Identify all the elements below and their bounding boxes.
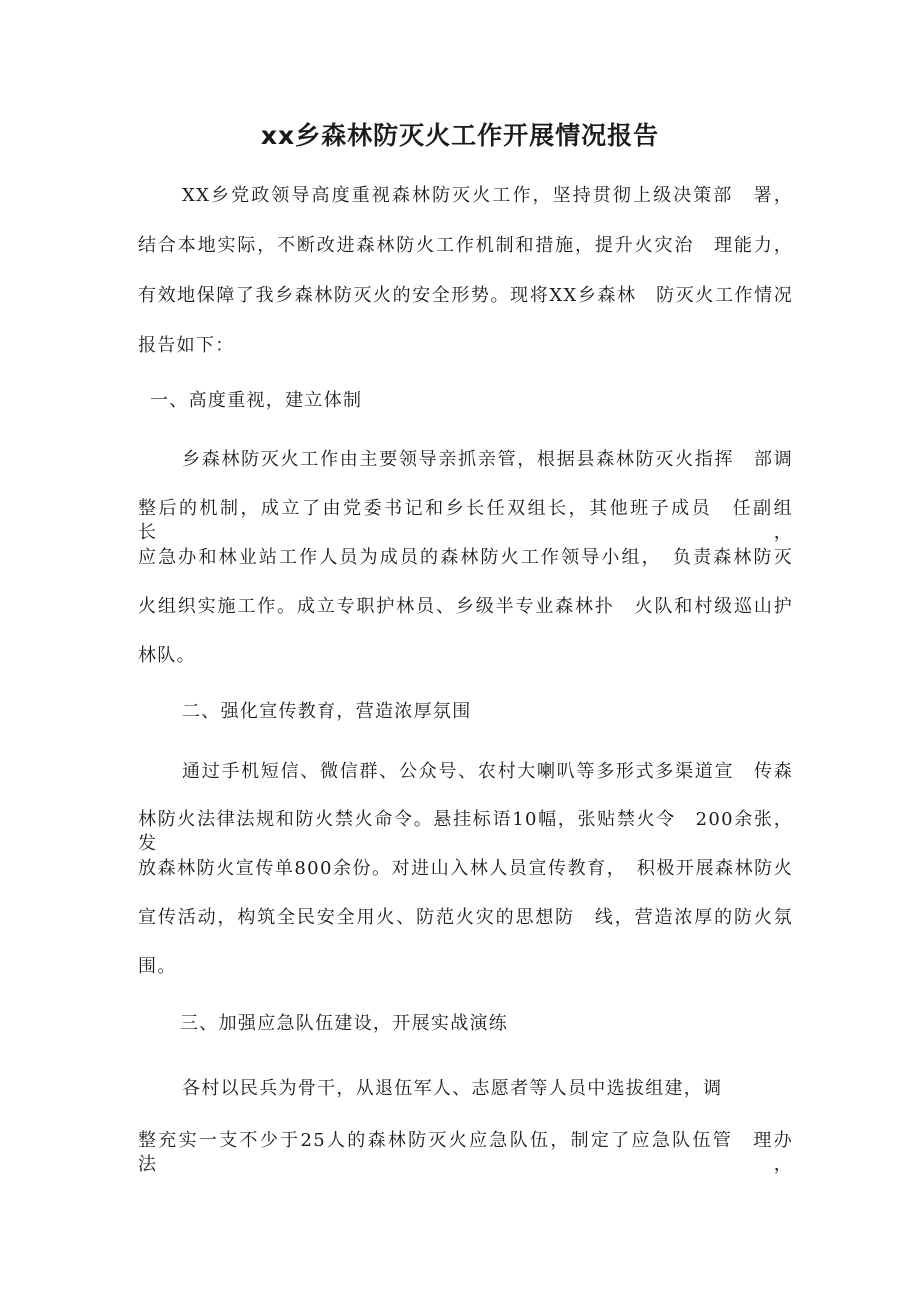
section-1-line-3: 应急办和林业站工作人员为成员的森林防火工作领导小组， 负责森林防灭 bbox=[138, 547, 793, 568]
section-1-line-5: 林队。 bbox=[138, 645, 196, 666]
document-title: xx乡森林防灭火工作开展情况报告 bbox=[260, 121, 660, 150]
section-1-line-1: 乡森林防灭火工作由主要领导亲抓亲管，根据县森林防灭火指挥 部调 bbox=[182, 449, 793, 470]
section-2-line-2: 林防火法律法规和防火禁火命令。悬挂标语10幅，张贴禁火令 200余张，发 bbox=[138, 809, 793, 854]
section-2-line-3: 放森林防火宣传单800余份。对进山入林人员宣传教育， 积极开展森林防火 bbox=[138, 858, 793, 879]
intro-line-2: 结合本地实际，不断改进森林防火工作机制和措施，提升火灾治 理能力， bbox=[138, 235, 793, 256]
section-3-line-1: 各村以民兵为骨干，从退伍军人、志愿者等人员中选拔组建，调 bbox=[182, 1078, 723, 1099]
section-2-heading: 二、强化宣传教育，营造浓厚氛围 bbox=[182, 701, 472, 722]
section-2-line-4: 宣传活动，构筑全民安全用火、防范火灾的思想防 线，营造浓厚的防火氛 bbox=[138, 907, 793, 928]
section-3-line-2: 整充实一支不少于25人的森林防灭火应急队伍，制定了应急队伍管 理办法， bbox=[138, 1130, 793, 1175]
intro-line-3: 有效地保障了我乡森林防灭火的安全形势。现将XX乡森林 防灭火工作情况 bbox=[138, 285, 793, 306]
section-3-heading: 三、加强应急队伍建设，开展实战演练 bbox=[180, 1013, 509, 1034]
intro-line-4: 报告如下： bbox=[138, 335, 235, 356]
section-1-heading: 一、高度重视，建立体制 bbox=[150, 390, 363, 411]
intro-line-1: XX乡党政领导高度重视森林防灭火工作，坚持贯彻上级决策部 署， bbox=[182, 185, 793, 206]
section-2-line-5: 围。 bbox=[138, 956, 177, 977]
section-2-line-1: 通过手机短信、微信群、公众号、农村大喇叭等多形式多渠道宣 传森 bbox=[182, 761, 793, 782]
section-1-line-4: 火组织实施工作。成立专职护林员、乡级半专业森林扑 火队和村级巡山护 bbox=[138, 596, 793, 617]
section-1-line-2: 整后的机制，成立了由党委书记和乡长任双组长，其他班子成员 任副组长， bbox=[138, 498, 793, 543]
